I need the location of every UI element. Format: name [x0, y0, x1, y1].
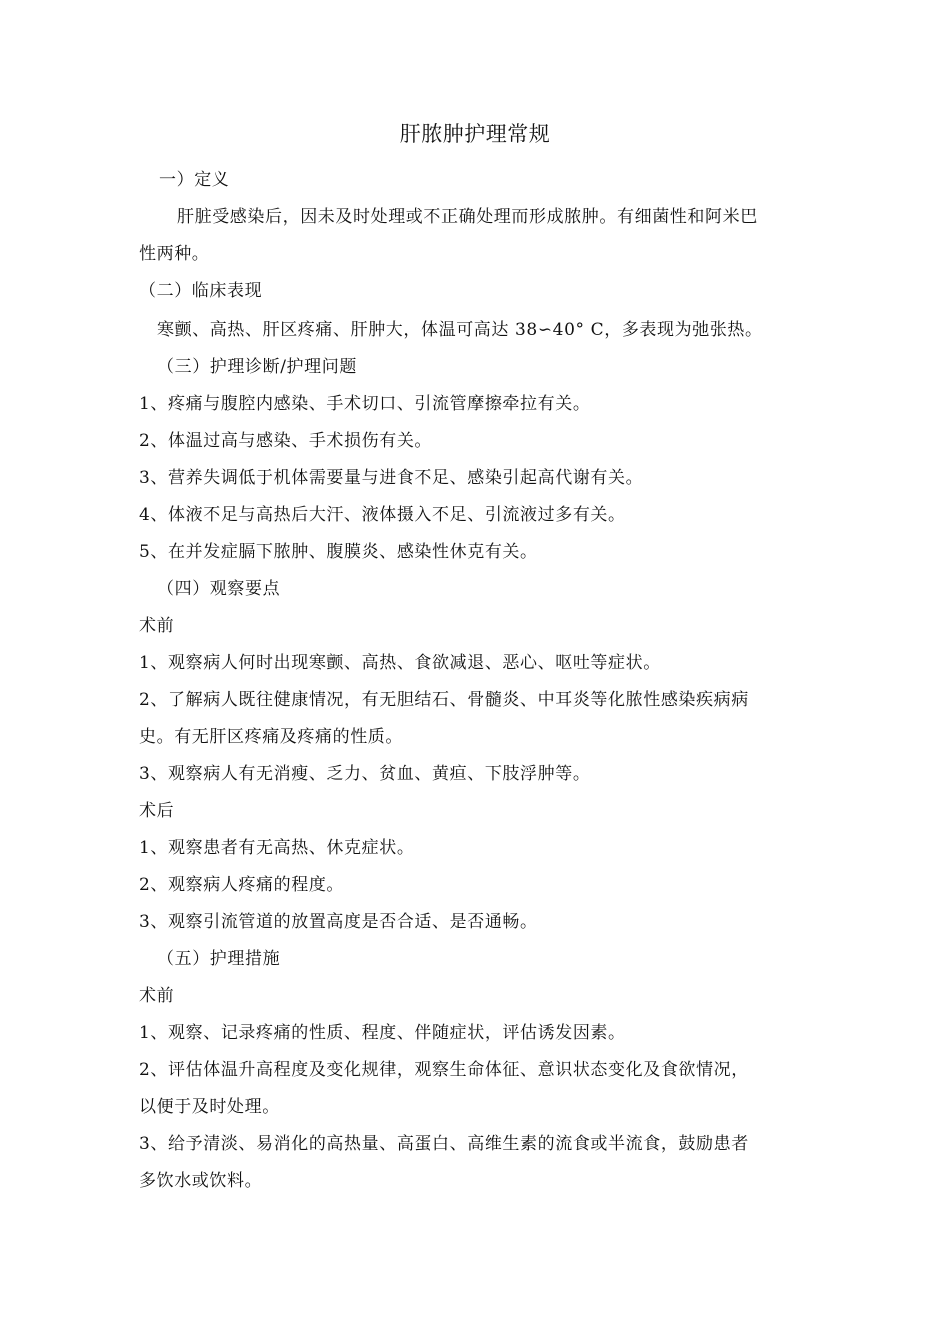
section-heading-diagnosis: （三）护理诊断/护理问题: [157, 357, 357, 377]
section-heading-measures: （五）护理措施: [157, 949, 281, 969]
list-item: 3、营养失调低于机体需要量与进食不足、感染引起高代谢有关。: [139, 468, 644, 488]
list-item: 4、体液不足与高热后大汗、液体摄入不足、引流液过多有关。: [139, 505, 626, 525]
list-item: 2、观察病人疼痛的程度。: [139, 875, 345, 895]
document-body: [139, 166, 819, 1196]
page-title: 肝脓肿护理常规: [399, 122, 551, 146]
list-item: 5、在并发症膈下脓肿、腹膜炎、感染性休克有关。: [139, 542, 538, 562]
paragraph-line: 寒颤、高热、肝区疼痛、肝肿大，体温可高达 38∽40° C，多表现为弛张热。: [157, 320, 763, 340]
list-item: 1、疼痛与腹腔内感染、手术切口、引流管摩擦牵拉有关。: [139, 394, 591, 414]
list-item: 3、给予清淡、易消化的高热量、高蛋白、高维生素的流食或半流食，鼓励患者: [139, 1134, 749, 1154]
list-item-continuation: 多饮水或饮料。: [139, 1171, 263, 1191]
subheading-preop: 术前: [139, 616, 175, 636]
section-heading-clinical: （二）临床表现: [139, 281, 263, 301]
paragraph-line: 肝脏受感染后，因未及时处理或不正确处理而形成脓肿。有细菌性和阿米巴: [177, 207, 758, 227]
list-item: 3、观察引流管道的放置高度是否合适、是否通畅。: [139, 912, 538, 932]
list-item: 1、观察病人何时出现寒颤、高热、食欲减退、恶心、呕吐等症状。: [139, 653, 661, 673]
subheading-preop: 术前: [139, 986, 175, 1006]
list-item: 1、观察、记录疼痛的性质、程度、伴随症状，评估诱发因素。: [139, 1023, 626, 1043]
list-item-continuation: 以便于及时处理。: [139, 1097, 280, 1117]
paragraph-line: 性两种。: [139, 244, 210, 264]
section-heading-observation: （四）观察要点: [157, 579, 281, 599]
section-heading-definition: 一）定义: [159, 170, 230, 190]
list-item-continuation: 史。有无肝区疼痛及疼痛的性质。: [139, 727, 403, 747]
list-item: 3、观察病人有无消瘦、乏力、贫血、黄疸、下肢浮肿等。: [139, 764, 591, 784]
list-item: 2、了解病人既往健康情况，有无胆结石、骨髓炎、中耳炎等化脓性感染疾病病: [139, 690, 749, 710]
list-item: 2、体温过高与感染、手术损伤有关。: [139, 431, 433, 451]
list-item: 2、评估体温升高程度及变化规律，观察生命体征、意识状态变化及食欲情况，: [139, 1060, 749, 1080]
subheading-postop: 术后: [139, 801, 175, 821]
list-item: 1、观察患者有无高热、休克症状。: [139, 838, 415, 858]
